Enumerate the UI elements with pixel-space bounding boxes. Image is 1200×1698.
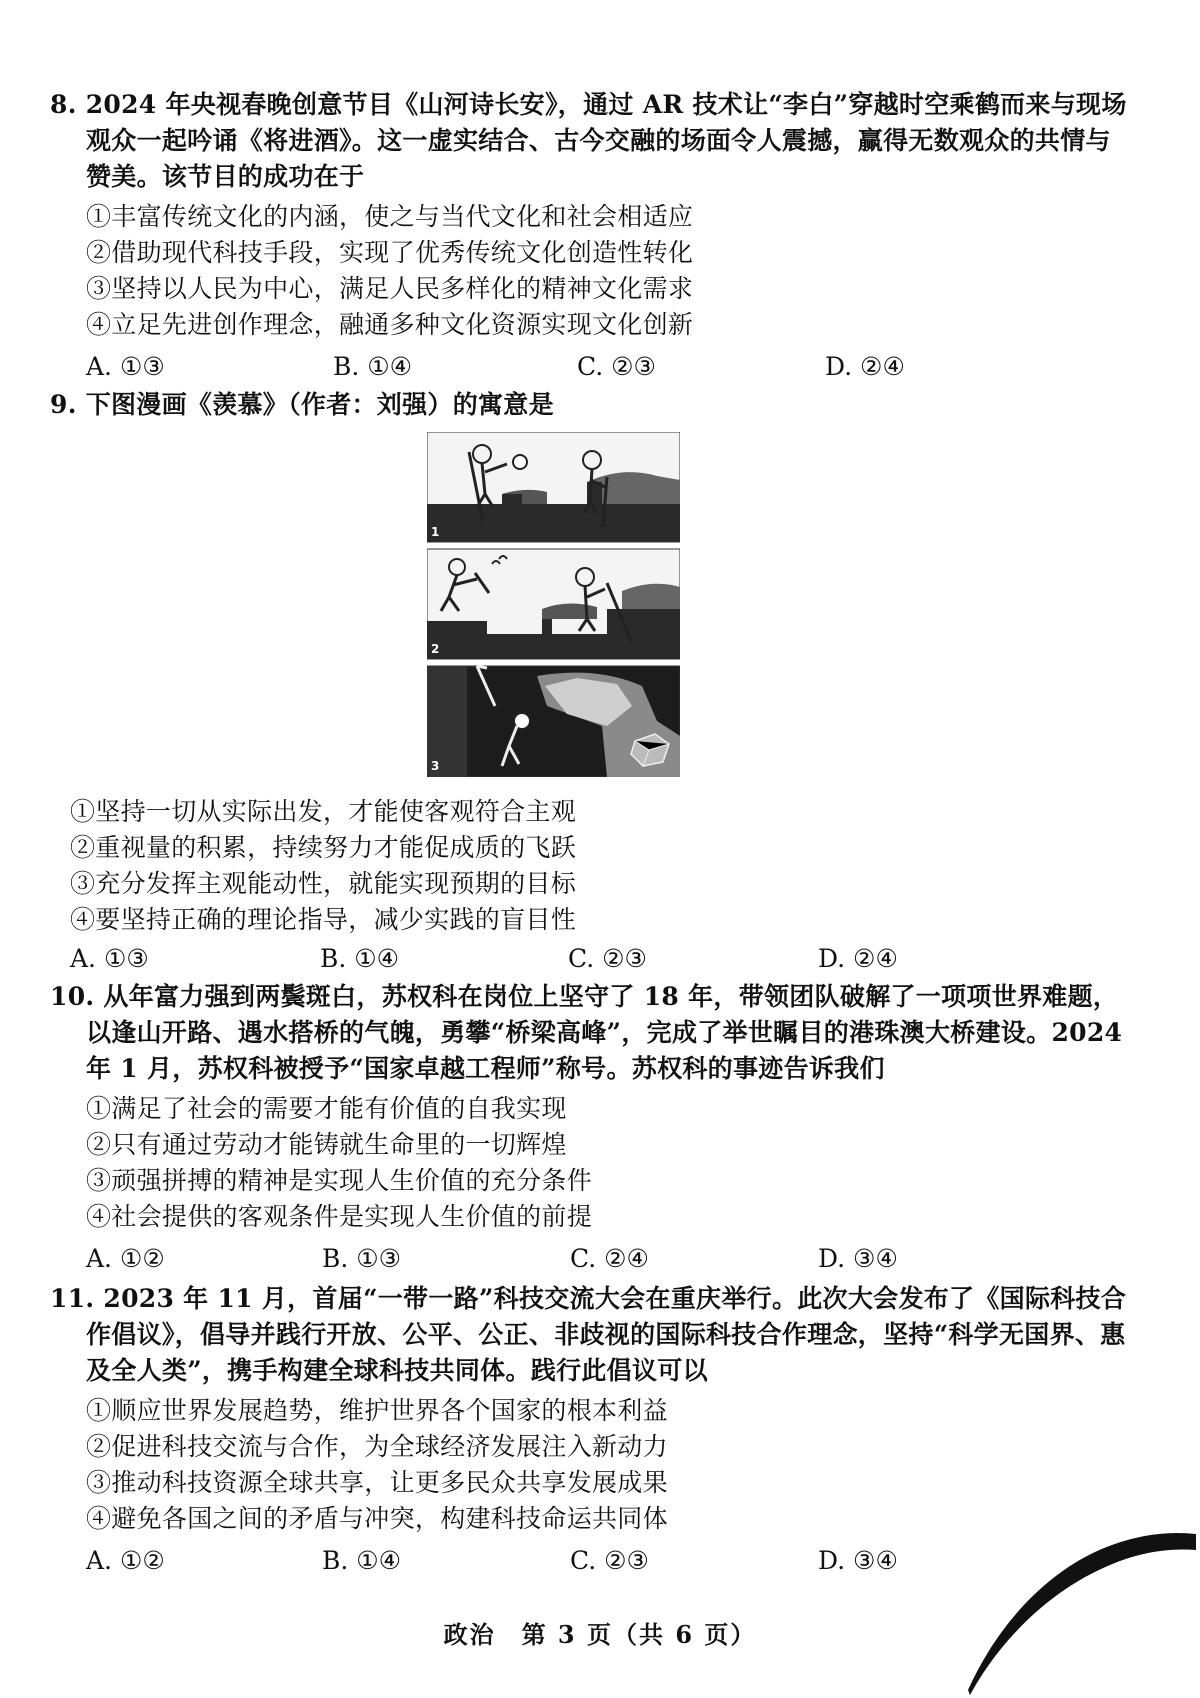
q8-stem-line-3: 赞美。该节目的成功在于 — [86, 162, 365, 191]
q10-option-2: ②只有通过劳动才能铸就生命里的一切辉煌 — [86, 1130, 567, 1159]
q8-option-1: ①丰富传统文化的内涵，使之与当代文化和社会相适应 — [86, 202, 694, 231]
q8-stem-line-2: 观众一起吟诵《将进酒》。这一虚实结合、古今交融的场面令人震撼，赢得无数观众的共情与 — [86, 126, 1111, 155]
q11-option-2: ②促进科技交流与合作，为全球经济发展注入新动力 — [86, 1432, 668, 1461]
q9-option-3: ③充分发挥主观能动性，就能实现预期的目标 — [70, 869, 577, 898]
q10-choice-a: A. ①② — [86, 1244, 165, 1273]
q11-choice-a: A. ①② — [86, 1546, 165, 1575]
q9-option-4: ④要坚持正确的理论指导，减少实践的盲目性 — [70, 905, 577, 934]
q11-stem-line-1: 11. 2023 年 11 月，首届“一带一路”科技交流大会在重庆举行。此次大会发布了《国际科技合 — [50, 1284, 1127, 1313]
q10-option-1: ①满足了社会的需要才能有价值的自我实现 — [86, 1094, 567, 1123]
q9-choice-c: C. ②③ — [568, 944, 647, 973]
q11-option-4: ④避免各国之间的矛盾与冲突，构建科技命运共同体 — [86, 1504, 668, 1533]
q8-option-4: ④立足先进创作理念，融通多种文化资源实现文化创新 — [86, 310, 694, 339]
comic-panel-1 — [427, 432, 680, 542]
comic-panel-2 — [427, 549, 680, 659]
comic-envy-illustration — [427, 432, 680, 777]
q9-choice-a: A. ①③ — [70, 944, 149, 973]
q8-choice-d: D. ②④ — [825, 352, 905, 381]
q11-option-1: ①顺应世界发展趋势，维护世界各个国家的根本利益 — [86, 1396, 668, 1425]
q11-option-3: ③推动科技资源全球共享，让更多民众共享发展成果 — [86, 1468, 668, 1497]
q9-option-2: ②重视量的积累，持续努力才能促成质的飞跃 — [70, 833, 577, 862]
q9-stem-line-1: 9. 下图漫画《羡慕》（作者：刘强）的寓意是 — [50, 390, 554, 419]
q10-stem-line-3: 年 1 月，苏权科被授予“国家卓越工程师”称号。苏权科的事迹告诉我们 — [86, 1054, 885, 1083]
q10-choice-b: B. ①③ — [322, 1244, 402, 1273]
q11-stem-line-3: 及全人类”，携手构建全球科技共同体。践行此倡议可以 — [86, 1356, 708, 1385]
comic-panel-3 — [427, 666, 680, 777]
comic-panel-number-2: 2 — [431, 642, 440, 656]
q11-stem-line-2: 作倡议》，倡导并践行开放、公平、公正、非歧视的国际科技合作理念，坚持“科学无国界、惠 — [86, 1320, 1126, 1349]
q9-choice-b: B. ①④ — [320, 944, 400, 973]
q11-choice-b: B. ①④ — [322, 1546, 402, 1575]
q8-choice-c: C. ②③ — [577, 352, 656, 381]
q10-choice-d: D. ③④ — [818, 1244, 898, 1273]
q10-stem-line-2: 以逢山开路、遇水搭桥的气魄，勇攀“桥梁高峰”，完成了举世瞩目的港珠澳大桥建设。2024 — [86, 1018, 1123, 1047]
q10-stem-line-1: 10. 从年富力强到两鬓斑白，苏权科在岗位上坚守了 18 年，带领团队破解了一项项世界难题， — [50, 982, 1119, 1011]
comic-panel-number-3: 3 — [431, 759, 440, 773]
q8-choice-b: B. ①④ — [333, 352, 413, 381]
q8-choice-a: A. ①③ — [86, 352, 165, 381]
q10-choice-c: C. ②④ — [570, 1244, 649, 1273]
pen-stroke-mark — [960, 1520, 1200, 1698]
q8-stem-line-1: 8. 2024 年央视春晚创意节目《山河诗长安》，通过 AR 技术让“李白”穿越时空乘鹤而来与现场 — [50, 90, 1127, 119]
comic-panel-number-1: 1 — [431, 525, 440, 539]
q8-option-3: ③坚持以人民为中心，满足人民多样化的精神文化需求 — [86, 274, 694, 303]
q8-option-2: ②借助现代科技手段，实现了优秀传统文化创造性转化 — [86, 238, 694, 267]
q9-choice-d: D. ②④ — [818, 944, 898, 973]
q9-option-1: ①坚持一切从实际出发，才能使客观符合主观 — [70, 797, 577, 826]
q11-choice-c: C. ②③ — [570, 1546, 649, 1575]
q11-choice-d: D. ③④ — [818, 1546, 898, 1575]
q10-option-3: ③顽强拼搏的精神是实现人生价值的充分条件 — [86, 1166, 593, 1195]
q10-option-4: ④社会提供的客观条件是实现人生价值的前提 — [86, 1202, 593, 1231]
page-footer: 政治 第 3 页（共 6 页） — [443, 1620, 757, 1649]
